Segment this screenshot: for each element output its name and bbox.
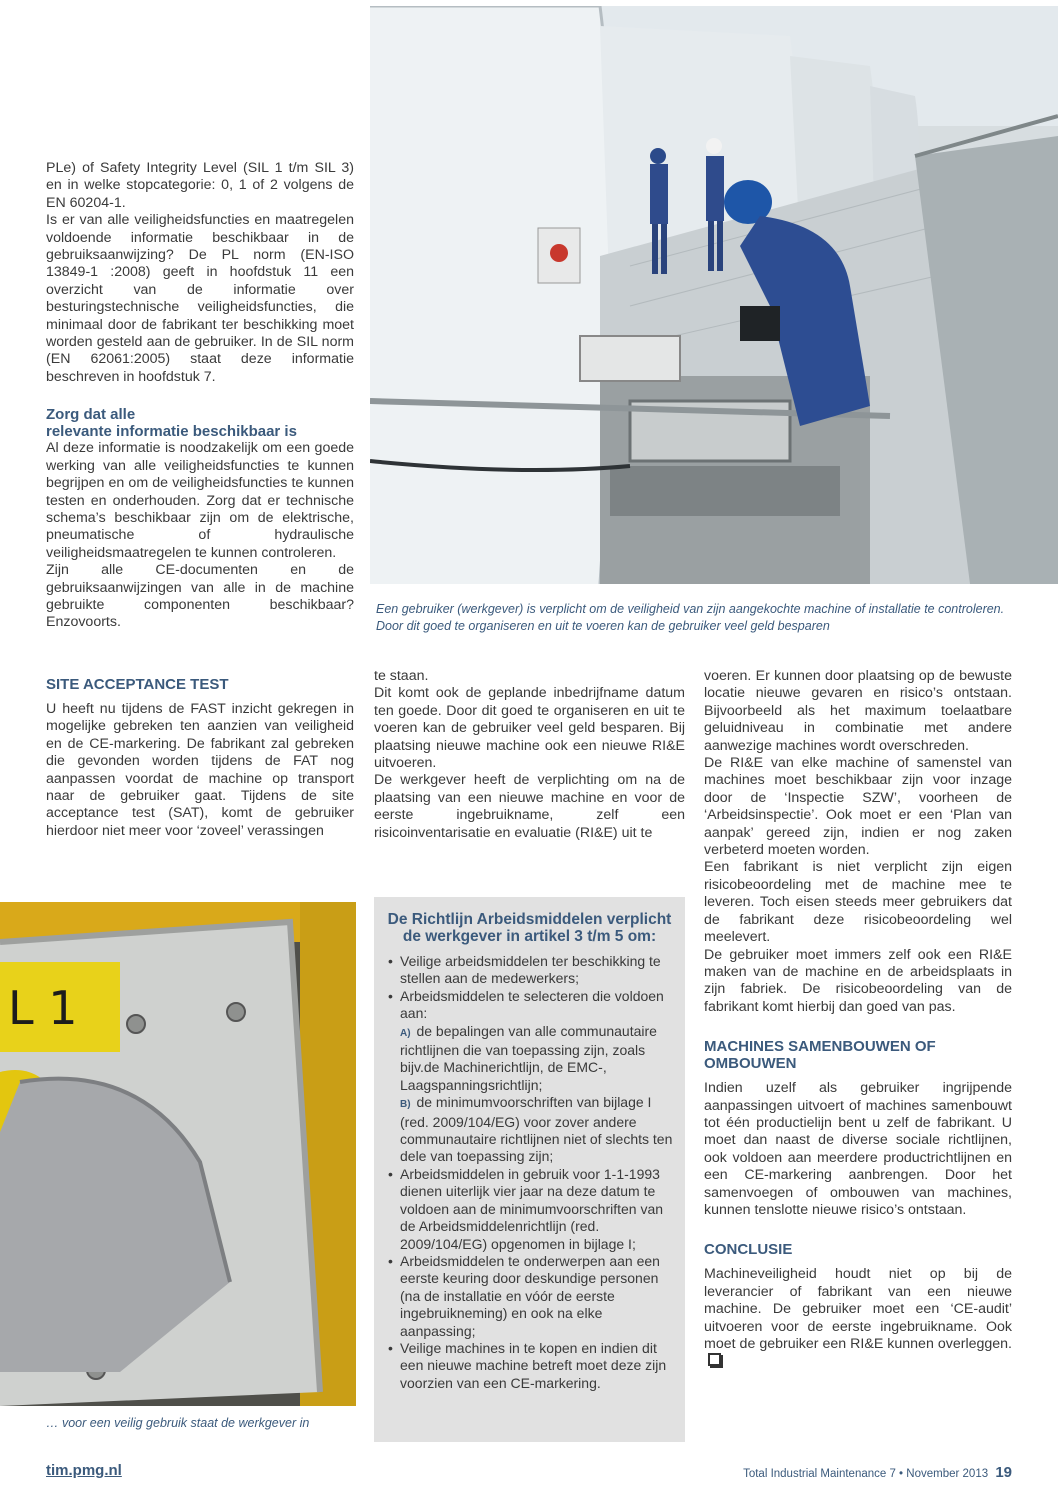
column-left-sat bbox=[46, 676, 354, 840]
box-title: De Richtlijn Arbeidsmiddelen verplicht de werkgever in artikel 3 t/m 5 om: bbox=[387, 911, 672, 945]
end-of-article-icon bbox=[708, 1353, 721, 1366]
box-item-2b bbox=[400, 1094, 677, 1166]
middle-paragraph-1: te staan. bbox=[374, 668, 429, 684]
box-item-4: • Arbeidsmiddelen te onderwerpen aan een eerste keuring door deskundige personen (na de installatie en vóór de eerste ingebruikneming) en ook na elke aanpassing; bbox=[388, 1253, 677, 1340]
column-left-top bbox=[46, 160, 354, 632]
subheading-line-1: Zorg dat alle bbox=[46, 406, 136, 424]
publication-name: Total Industrial Maintenance 7 • November 2013 bbox=[743, 1468, 989, 1480]
photo-left-caption: … voor een veilig gebruik staat de werkgever in bbox=[46, 1416, 310, 1430]
box-item-2b-text: de minimumvoorschriften van bijlage I (red. 2009/104/EG) voor zover andere communautaire richtlijnen niet of slechts ten dele van toepassing zijn; bbox=[400, 1094, 673, 1165]
box-item-2-text: Arbeidsmiddelen te selecteren die voldoen aan: bbox=[400, 987, 664, 1022]
page-number: 19 bbox=[995, 1464, 1012, 1481]
box-item-2a bbox=[400, 1023, 677, 1095]
switch-label-text: L 1 bbox=[8, 981, 78, 1035]
sat-paragraph: U heeft nu tijdens de FAST inzicht gekregen in mogelijke gebreken ten aanzien van veiligheid en de CE-markering. De fabrikant zal gebreken die gevonden worden tijdens de FAT nog aanpassen voordat de machine op transport naar de gebruiker gaat. Tijdens de site acceptance test (SAT), komt de gebruiker hierdoor niet meer voor ‘zoveel’ verassingen bbox=[46, 701, 354, 839]
industrial-rooftop-photo bbox=[370, 6, 1058, 584]
conclusie-paragraph bbox=[704, 1266, 1012, 1371]
safety-switch-photo bbox=[0, 902, 356, 1406]
intro-paragraph-2: Is er van alle veiligheidsfuncties en maatregelen voldoende informatie beschikbaar in de gebruiksaanwijzing? De PL norm (EN-ISO 13849-1 :2008) geeft in hoofdstuk 11 een overzicht van de informatie over besturingstechnische veiligheidsfuncties, die minimaal door de fabrikant ter beschikking moet worden gesteld aan de gebruiker. In de SIL norm (EN 62061:2005) staat deze informatie beschreven in hoofdstuk 7. bbox=[46, 212, 354, 385]
box-item-3: • Arbeidsmiddelen in gebruik voor 1-1-1993 dienen uiterlijk vier jaar na deze datum te voldoen aan de minimumvoorschriften van de Arbeidsmiddelenrichtlijn (red. 2009/104/EG) opgenomen in bijlage I; bbox=[388, 1166, 677, 1253]
right-paragraph-2: De RI&E van elke machine of samenstel van machines moet beschikbaar zijn voor inzage door de ‘Inspectie SZW’, voorheen de ‘Arbeidsinspectie’. Ook moet er een ‘Plan van aanpak’ gereed zijn, indien er nog zaken verbeterd moeten worden. bbox=[704, 755, 1012, 859]
box-item-5: • Veilige machines in te kopen en indien dit een nieuwe machine betreft moet deze zijn voorzien van een CE-markering. bbox=[388, 1340, 677, 1392]
subheading bbox=[46, 406, 354, 440]
footer-publication bbox=[743, 1464, 1012, 1481]
richtlijn-info-box bbox=[374, 897, 685, 1442]
switch-illustration bbox=[0, 902, 356, 1406]
info-paragraph-2: Zijn alle CE-documenten en de gebruiksaanwijzingen van alle in de machine gebruikte componenten beschikbaar? Enzovoorts. bbox=[46, 562, 354, 631]
intro-paragraph-1: PLe) of Safety Integrity Level (SIL 1 t/m SIL 3) en in welke stopcategorie: 0, 1 of 2 volgens de EN 60204-1. bbox=[46, 160, 354, 211]
info-paragraph-1: Al deze informatie is noodzakelijk om een goede werking van alle veiligheidsfuncties te kunnen begrijpen en om de veiligheidsfuncties te kunnen testen en onderhouden. Zorg dat er technische schema’s beschikbaar zijn om de elektrische, pneumatische of hydraulische veiligheidsmaatregelen te kunnen controleren. bbox=[46, 440, 354, 561]
machines-paragraph: Indien uzelf als gebruiker ingrijpende aanpassingen uitvoert of machines samenbouwt tot één productielijn bent u zelf de fabrikant. U moet dan naast de diverse sociale richtlijnen, ook voldoen aan meerdere productrichtlijnen en een CE-markering aanbrengen. Door het samenvoegen of ombouwen van machines, kunnen tenslotte nieuwe risico’s ontstaan. bbox=[704, 1080, 1012, 1218]
box-item-2a-text: de bepalingen van alle communautaire richtlijnen die van toepassing zijn, zoals bijv.de Machinerichtlijn, de EMC-, Laagspanningsrichtlijn; bbox=[400, 1022, 657, 1093]
column-middle bbox=[374, 668, 685, 842]
box-list bbox=[374, 953, 685, 1392]
machines-heading: MACHINES SAMENBOUWEN OF OMBOUWEN bbox=[704, 1038, 936, 1073]
box-item-2b-letter: B) bbox=[400, 1099, 411, 1111]
box-item-1: • Veilige arbeidsmiddelen ter beschikking te stellen aan de medewerkers; bbox=[388, 953, 677, 988]
conclusie-heading: CONCLUSIE bbox=[704, 1241, 793, 1259]
box-item-2a-letter: A) bbox=[400, 1027, 411, 1039]
subheading-line-2: relevante informatie beschikbaar is bbox=[46, 423, 297, 441]
site-link[interactable]: tim.pmg.nl bbox=[46, 1462, 122, 1479]
sat-heading: SITE ACCEPTANCE TEST bbox=[46, 676, 229, 693]
conclusie-text: Machineveiligheid houdt niet op bij de leverancier of fabrikant van een nieuwe machine. De gebruiker moet een ‘CE-audit’ uitvoeren voor de eerste ingebruikname. Ook moet de gebruiker een RI&E kunnen overleggen. bbox=[704, 1266, 1012, 1352]
right-paragraph-4: De gebruiker moet immers zelf ook een RI&E maken van de machine en de arbeidsplaats in zijn fabriek. De risicobeoordeling van de fabrikant komt hierbij dan goed van pas. bbox=[704, 946, 1012, 1015]
box-item-2 bbox=[388, 988, 677, 1166]
column-right bbox=[704, 668, 1012, 1372]
right-paragraph-1: voeren. Er kunnen door plaatsing op de bewuste locatie nieuwe gevaren en risico’s ontstaan. Bijvoorbeeld als het maximum toelaatbare geluidniveau in combinatie met andere aanwezige machines wordt overschreden. bbox=[704, 668, 1012, 754]
middle-paragraph-2: Dit komt ook de geplande inbedrijfname datum ten goede. Door dit goed te organiseren en uit te voeren kan de gebruiker veel geld besparen. Bij plaatsing nieuwe machine ook een nieuwe RI&E uitvoeren. bbox=[374, 685, 685, 772]
rooftop-illustration bbox=[370, 6, 1058, 584]
photo-top-caption: Een gebruiker (werkgever) is verplicht om de veiligheid van zijn aangekochte machine of installatie te controleren. Door dit goed te organiseren en uit te voeren kan de gebruiker veel geld besparen bbox=[376, 602, 1005, 633]
middle-paragraph-3: De werkgever heeft de verplichting om na de plaatsing van een nieuwe machine en voor de eerste ingebruikname, zelf een risicoinventarisatie en evaluatie (RI&E) uit te bbox=[374, 772, 685, 841]
right-paragraph-3: Een fabrikant is niet verplicht zijn eigen risicobeoordeling met de machine mee te leveren. Toch eisen steeds meer gebruikers dat de fabrikant deze risicobeoordeling wel meelevert. bbox=[704, 859, 1012, 946]
